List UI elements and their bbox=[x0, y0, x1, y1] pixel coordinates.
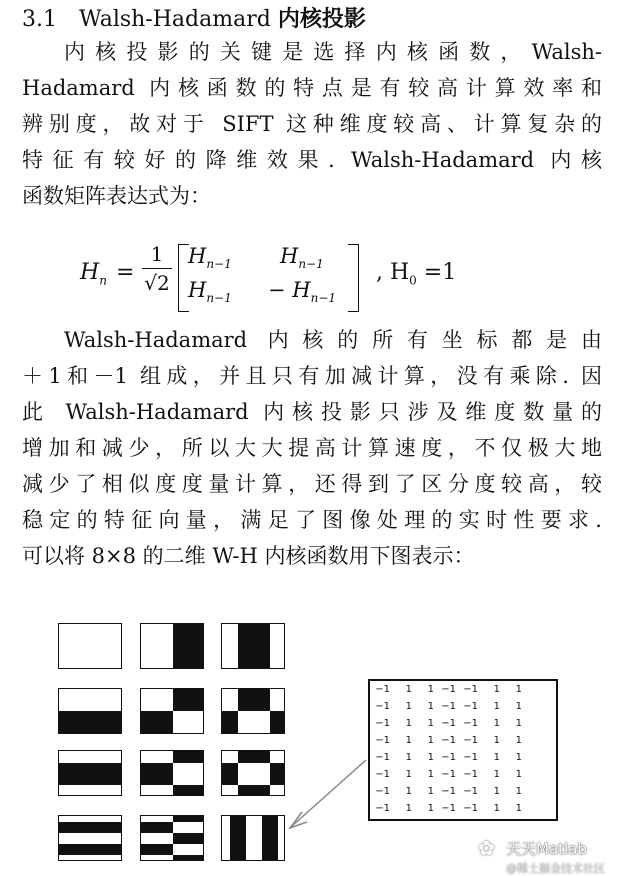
matrix-value: −1 bbox=[441, 752, 456, 763]
matrix-row bbox=[370, 783, 556, 800]
matrix-value: 1 bbox=[515, 735, 522, 746]
matrix-value: 1 bbox=[427, 718, 434, 729]
formula-fraction: 1 √2 bbox=[142, 242, 172, 295]
matrix-value: 1 bbox=[405, 786, 412, 797]
matrix-value: 1 bbox=[405, 803, 412, 814]
matrix-value: 1 bbox=[427, 735, 434, 746]
matrix-value: 1 bbox=[405, 752, 412, 763]
matrix-value: 1 bbox=[405, 718, 412, 729]
matrix-value: 1 bbox=[515, 718, 522, 729]
matrix-value: 1 bbox=[405, 701, 412, 712]
matrix-value: 1 bbox=[427, 803, 434, 814]
matrix-row bbox=[370, 749, 556, 766]
paragraph-2-line: ＋1和－1 组成，并且只有加减计算，没有乘除. 因 bbox=[22, 364, 602, 388]
matrix-value: −1 bbox=[375, 786, 390, 797]
matrix-value: 1 bbox=[493, 684, 500, 695]
formula-equals: = bbox=[116, 260, 135, 285]
matrix-values-box bbox=[368, 679, 558, 821]
matrix-row bbox=[370, 698, 556, 715]
matrix-value: 1 bbox=[493, 701, 500, 712]
paragraph-2-line: 此 Walsh-Hadamard 内核投影只涉及维度数量的 bbox=[22, 400, 602, 424]
matrix-value: −1 bbox=[375, 803, 390, 814]
matrix-value: −1 bbox=[463, 803, 478, 814]
paragraph-2-line: Walsh-Hadamard 内核的所有坐标都是由 bbox=[64, 328, 602, 352]
matrix-value: −1 bbox=[375, 718, 390, 729]
matrix-value: −1 bbox=[375, 684, 390, 695]
matrix-row bbox=[370, 732, 556, 749]
matrix-value: 1 bbox=[515, 786, 522, 797]
watermark-line1: 天天Matlab bbox=[506, 840, 587, 858]
matrix-value: −1 bbox=[463, 718, 478, 729]
matrix-value: 1 bbox=[427, 684, 434, 695]
matrix-value: 1 bbox=[493, 769, 500, 780]
matrix-value: 1 bbox=[493, 803, 500, 814]
matrix-value: 1 bbox=[493, 735, 500, 746]
matrix-value: 1 bbox=[427, 769, 434, 780]
paragraph-2-line: 减少了相似度度量计算，还得到了区分度较高，较 bbox=[22, 472, 602, 496]
matrix-value: 1 bbox=[427, 786, 434, 797]
matrix-value: −1 bbox=[375, 735, 390, 746]
matrix-row bbox=[370, 715, 556, 732]
matrix-value: 1 bbox=[405, 769, 412, 780]
matrix-row bbox=[370, 681, 556, 698]
paragraph-2-line: 稳定的特征向量，满足了图像处理的实时性要求. bbox=[22, 508, 602, 532]
matrix-value: −1 bbox=[463, 684, 478, 695]
matrix-value: 1 bbox=[405, 735, 412, 746]
matrix-value: −1 bbox=[463, 769, 478, 780]
matrix-value: 1 bbox=[515, 803, 522, 814]
matrix-value: −1 bbox=[441, 735, 456, 746]
matrix-value: −1 bbox=[441, 769, 456, 780]
paragraph-2-line: 可以将 8×8 的二维 W-H 内核函数用下图表示： bbox=[22, 544, 475, 568]
matrix-value: −1 bbox=[463, 701, 478, 712]
matrix-value: 1 bbox=[515, 701, 522, 712]
section-number: 3.1 bbox=[22, 7, 57, 32]
watermark bbox=[478, 836, 605, 876]
matrix-cell: $H_{n-1}$ bbox=[188, 278, 232, 306]
paragraph-1-line: Hadamard 内核函数的特点是有较高计算效率和 bbox=[22, 76, 602, 100]
matrix-cell: $H_{n-1}$ bbox=[280, 244, 324, 272]
matrix-value: 1 bbox=[515, 752, 522, 763]
paragraph-1-line: 特征有较好的降维效果. Walsh-Hadamard 内核 bbox=[22, 148, 602, 172]
matrix-value: −1 bbox=[463, 752, 478, 763]
section-title-cn: 内核投影 bbox=[277, 6, 366, 32]
matrix-value: −1 bbox=[375, 769, 390, 780]
matrix-row bbox=[370, 800, 556, 817]
paragraph-1-line: 辨别度，故对于 SIFT 这种维度较高、计算复杂的 bbox=[22, 112, 602, 136]
matrix-value: −1 bbox=[441, 718, 456, 729]
matrix-value: −1 bbox=[441, 803, 456, 814]
matrix-value: −1 bbox=[463, 735, 478, 746]
paragraph-1-line: 函数矩阵表达式为： bbox=[22, 184, 211, 208]
matrix-row bbox=[370, 766, 556, 783]
matrix-value: 1 bbox=[427, 752, 434, 763]
matrix-value: 1 bbox=[515, 684, 522, 695]
matrix-cell: $H_{n-1}$ bbox=[188, 244, 232, 272]
matrix-value: −1 bbox=[441, 701, 456, 712]
matrix-value: 1 bbox=[405, 684, 412, 695]
matrix-value: −1 bbox=[375, 752, 390, 763]
formula-base-case: , $H_0 =1$ bbox=[376, 260, 457, 288]
matrix-value: 1 bbox=[493, 718, 500, 729]
matrix-value: 1 bbox=[493, 786, 500, 797]
paragraph-1-line: 内核投影的关键是选择内核函数，Walsh- bbox=[64, 40, 602, 64]
matrix-value: 1 bbox=[493, 752, 500, 763]
matrix-value: −1 bbox=[375, 701, 390, 712]
matrix-value: −1 bbox=[463, 786, 478, 797]
paragraph-2-line: 增加和减少，所以大大提高计算速度，不仅极大地 bbox=[22, 436, 602, 460]
wechat-logo-icon: ✿ bbox=[478, 836, 495, 860]
matrix-value: 1 bbox=[427, 701, 434, 712]
watermark-line2: @稀土掘金技术社区 bbox=[506, 862, 605, 875]
formula-lhs: $H_n$ bbox=[80, 260, 107, 288]
section-title-latin: Walsh-Hadamard bbox=[79, 7, 271, 32]
matrix-cell: − $H_{n-1}$ bbox=[268, 278, 337, 306]
matrix-value: −1 bbox=[441, 684, 456, 695]
matrix-value: −1 bbox=[441, 786, 456, 797]
matrix-value: 1 bbox=[515, 769, 522, 780]
